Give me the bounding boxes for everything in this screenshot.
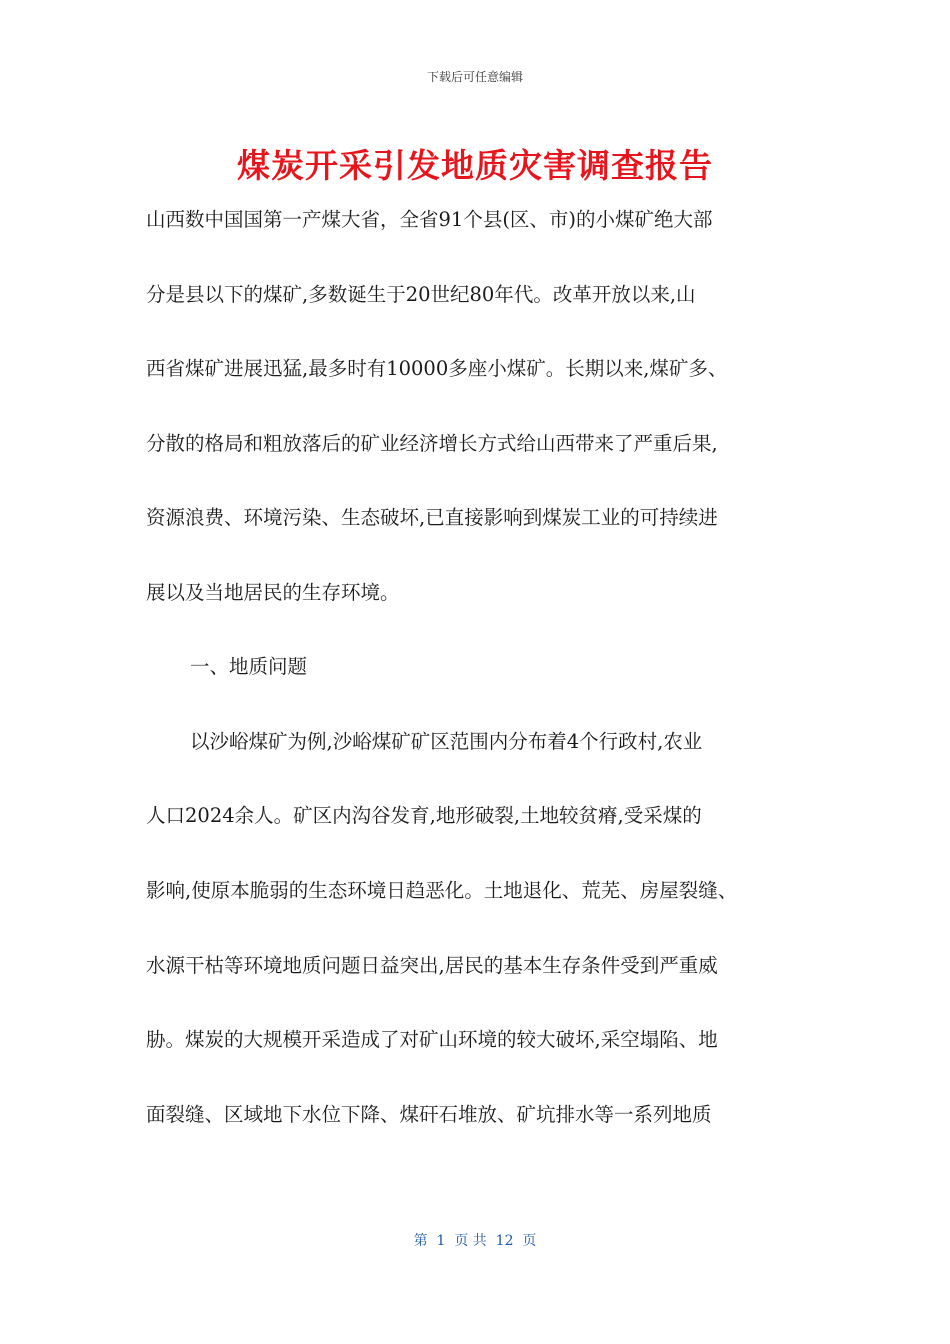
paragraph-line: 人口2024余人。矿区内沟谷发育,地形破裂,土地较贫瘠,受采煤的 — [146, 804, 702, 827]
header-note: 下载后可任意编辑 — [426, 70, 523, 84]
paragraph-line: 资源浪费、环境污染、生态破坏,已直接影响到煤炭工业的可持续进 — [146, 506, 718, 529]
document-title: 煤炭开采引发地质灾害调查报告 — [237, 146, 713, 185]
paragraph-line: 分散的格局和粗放落后的矿业经济增长方式给山西带来了严重后果, — [146, 432, 718, 455]
paragraph-line: 面裂缝、区域地下水位下降、煤矸石堆放、矿坑排水等一系列地质 — [146, 1103, 712, 1126]
paragraph-line: 山西数中国国第一产煤大省，全省91个县(区、市)的小煤矿绝大部 — [146, 208, 713, 231]
paragraph-line: 分是县以下的煤矿,多数诞生于20世纪80年代。改革开放以来,山 — [146, 283, 696, 306]
page-footer: 第 1 页 共 12 页 — [413, 1233, 537, 1249]
paragraph-line: 展以及当地居民的生存环境。 — [146, 581, 400, 604]
section-heading: 一、地质问题 — [190, 655, 308, 678]
paragraph-line: 西省煤矿进展迅猛,最多时有10000多座小煤矿。长期以来,煤矿多、 — [146, 357, 728, 380]
paragraph-line: 水源干枯等环境地质问题日益突出,居民的基本生存条件受到严重威 — [146, 954, 718, 977]
paragraph-line: 胁。煤炭的大规模开采造成了对矿山环境的较大破坏,采空塌陷、地 — [146, 1028, 718, 1051]
paragraph-line: 影响,使原本脆弱的生态环境日趋恶化。土地退化、荒芜、房屋裂缝、 — [146, 879, 738, 902]
paragraph-line: 以沙峪煤矿为例,沙峪煤矿矿区范围内分布着4个行政村,农业 — [190, 730, 703, 753]
